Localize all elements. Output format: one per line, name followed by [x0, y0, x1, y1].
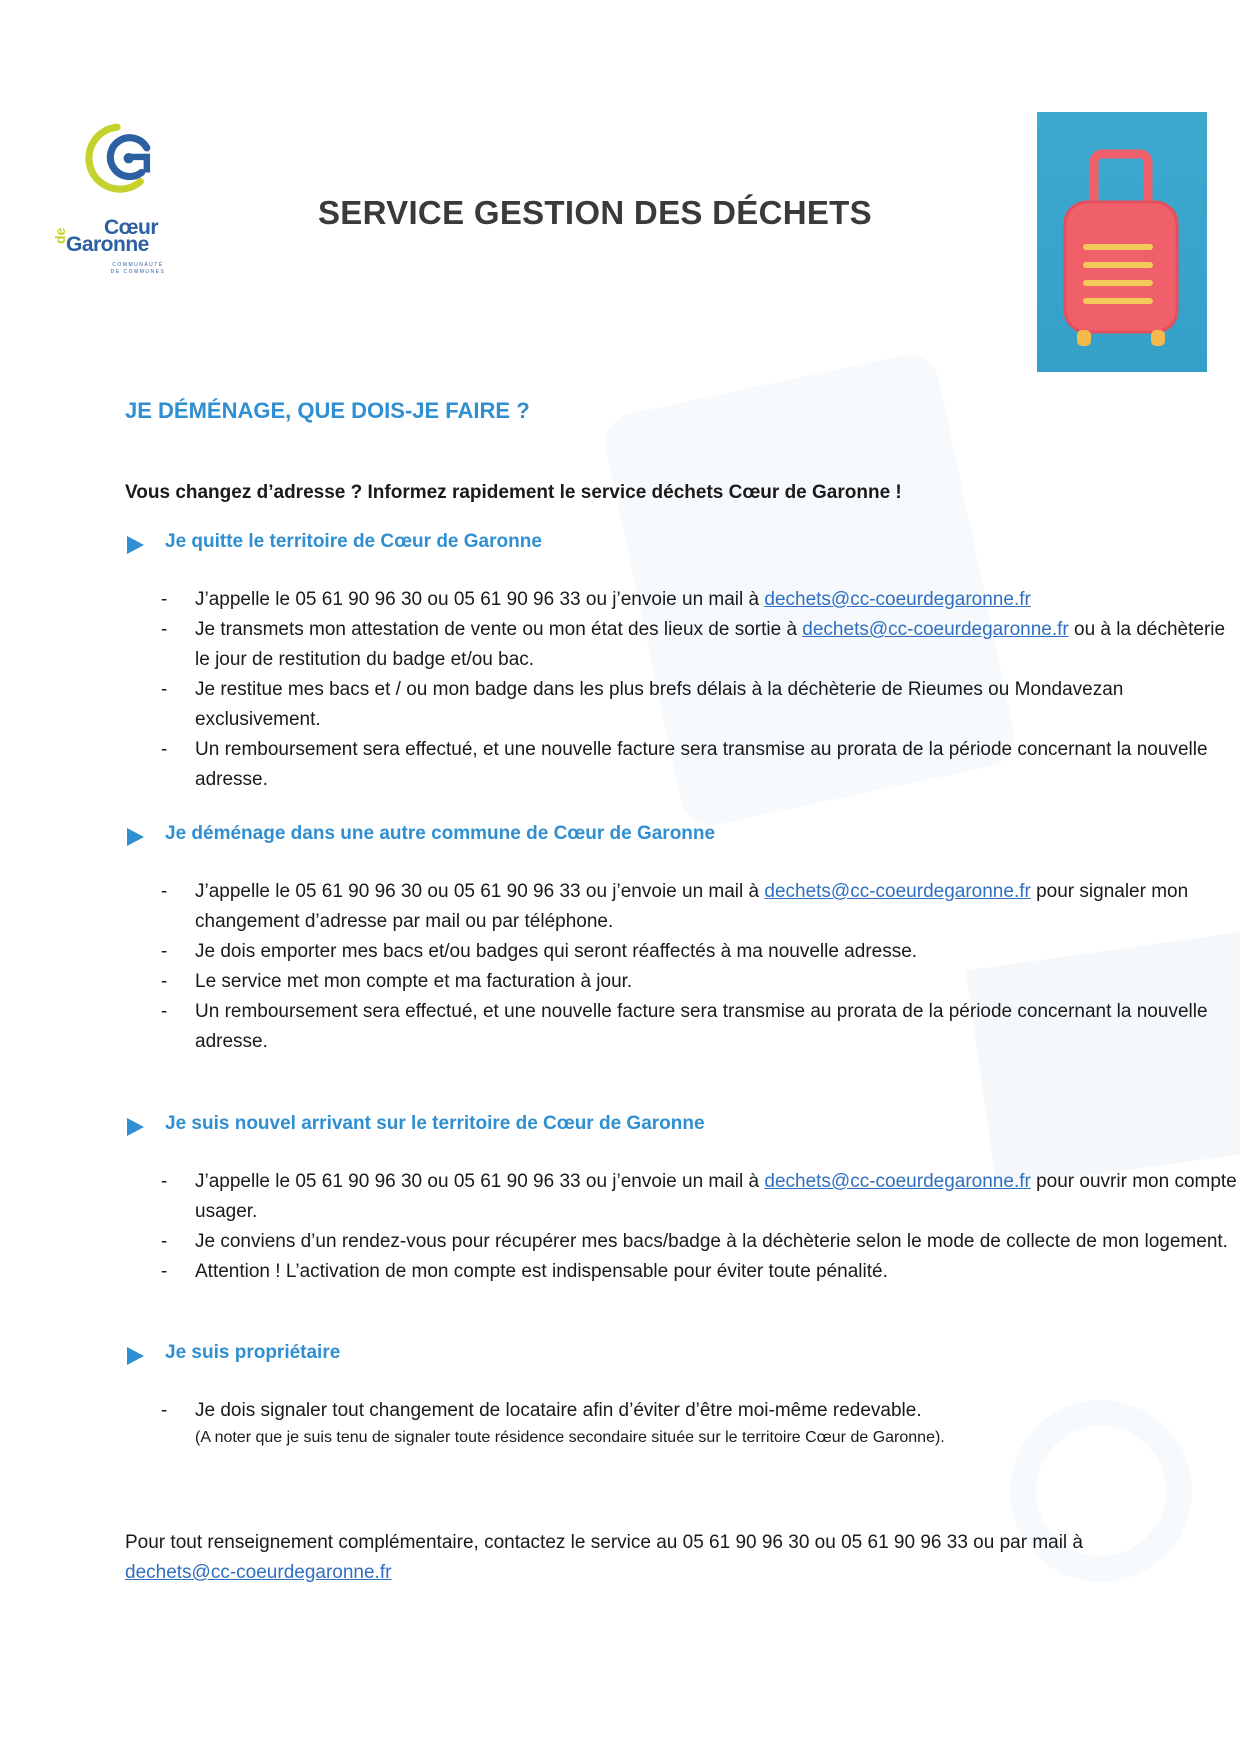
item-text: J’appelle le 05 61 90 96 30 ou 05 61 90 96 33 ou j’envoie un mail à: [195, 1171, 765, 1192]
list-dash: -: [161, 679, 168, 700]
email-link[interactable]: dechets@cc-coeurdegaronne.fr: [125, 1562, 392, 1583]
section-new-arrival: [125, 1113, 1240, 1287]
section-heading: JE DÉMÉNAGE, QUE DOIS-JE FAIRE ?: [125, 398, 530, 423]
item-text: pour ouvrir mon compte usager.: [195, 1171, 1237, 1222]
item-text: ou à la déchèterie le jour de restitution du badge et/ou bac.: [195, 619, 1226, 670]
list-dash: -: [161, 1261, 168, 1282]
section-title: Je quitte le territoire de Cœur de Garonne: [165, 531, 542, 552]
item-text: J’appelle le 05 61 90 96 30 ou 05 61 90 96 33 ou j’envoie un mail à: [195, 881, 765, 902]
item-text: Le service met mon compte et ma facturation à jour.: [195, 971, 633, 992]
list-item: [125, 735, 1240, 795]
section-list: [125, 585, 1240, 795]
arrow-right-icon: [127, 536, 144, 554]
item-text: J’appelle le 05 61 90 96 30 ou 05 61 90 96 33 ou j’envoie un mail à: [195, 589, 765, 610]
list-item: [125, 1396, 1240, 1450]
section-header: [125, 1342, 1240, 1372]
section-leaving: [125, 531, 1240, 795]
section-owner: [125, 1342, 1240, 1450]
item-text: pour signaler mon changement d’adresse par mail ou par téléphone.: [195, 881, 1189, 932]
section-header: [125, 823, 1240, 853]
section-header: [125, 531, 1240, 561]
page-title: SERVICE GESTION DES DÉCHETS: [318, 194, 872, 231]
logo-coeur-text: Cœur: [104, 216, 158, 239]
item-text: Je conviens d’un rendez-vous pour récupérer mes bacs/badge à la déchèterie selon le mode de collecte de mon logement.: [195, 1231, 1228, 1252]
section-title: Je déménage dans une autre commune de Cœur de Garonne: [165, 823, 716, 844]
list-item: [125, 1227, 1240, 1257]
list-dash: -: [161, 881, 168, 902]
list-dash: -: [161, 589, 168, 610]
item-text: Je dois emporter mes bacs et/ou badges qui seront réaffectés à ma nouvelle adresse.: [195, 941, 918, 962]
list-dash: -: [161, 941, 168, 962]
list-item: [125, 967, 1240, 997]
list-item: [125, 937, 1240, 967]
item-text: Je dois signaler tout changement de locataire afin d’éviter d’être moi-même redevable.: [195, 1400, 922, 1421]
email-link[interactable]: dechets@cc-coeurdegaronne.fr: [802, 619, 1069, 640]
section-title: Je suis nouvel arrivant sur le territoire de Cœur de Garonne: [165, 1113, 705, 1134]
list-dash: -: [161, 619, 168, 640]
section-moving-within: [125, 823, 1240, 1057]
item-text: Je transmets mon attestation de vente ou mon état des lieux de sortie à: [195, 619, 803, 640]
email-link[interactable]: dechets@cc-coeurdegaronne.fr: [764, 589, 1031, 610]
logo-line2: DE COMMUNES: [110, 269, 166, 275]
logo-communaute-text: [88, 262, 188, 276]
section-list: [125, 877, 1240, 1057]
footer-contact: [125, 1528, 1145, 1588]
arrow-right-icon: [127, 1118, 144, 1136]
logo-de-text: de: [52, 227, 68, 244]
email-link[interactable]: dechets@cc-coeurdegaronne.fr: [764, 1171, 1031, 1192]
list-item: [125, 877, 1240, 937]
list-dash: -: [161, 739, 168, 760]
section-list: [125, 1167, 1240, 1287]
section-title: Je suis propriétaire: [165, 1342, 341, 1363]
intro-text: Vous changez d’adresse ? Informez rapidement le service déchets Cœur de Garonne !: [125, 482, 902, 503]
list-item: [125, 997, 1240, 1057]
note-text: (A noter que je suis tenu de signaler toute résidence secondaire située sur le territoire Cœur de Garonne).: [195, 1429, 945, 1446]
item-text: Attention ! L’activation de mon compte est indispensable pour éviter toute pénalité.: [195, 1261, 888, 1282]
list-dash: -: [161, 971, 168, 992]
list-dash: -: [161, 1001, 168, 1022]
suitcase-icon: [1037, 112, 1207, 372]
logo-garonne-text: Garonne: [66, 233, 149, 256]
email-link[interactable]: dechets@cc-coeurdegaronne.fr: [764, 881, 1031, 902]
list-dash: -: [161, 1231, 168, 1252]
arrow-right-icon: [127, 828, 144, 846]
logo-center-dot: [124, 153, 134, 163]
item-text: Je restitue mes bacs et / ou mon badge dans les plus brefs délais à la déchèterie de Rieumes ou Mondavezan exclusivement.: [195, 679, 1124, 730]
suitcase-image: [1037, 112, 1207, 372]
list-item: [125, 675, 1240, 735]
list-dash: -: [161, 1400, 168, 1421]
list-item: [125, 585, 1240, 615]
list-item: [125, 615, 1240, 675]
footer-text: Pour tout renseignement complémentaire, contactez le service au 05 61 90 96 30 ou 05 61 90 96 33 ou par mail à: [125, 1532, 1083, 1553]
list-dash: -: [161, 1171, 168, 1192]
list-item: [125, 1257, 1240, 1287]
list-item: [125, 1167, 1240, 1227]
background-watermark: [60, 0, 1210, 100]
section-list: [125, 1396, 1240, 1450]
item-text: Un remboursement sera effectué, et une nouvelle facture sera transmise au prorata de la période concernant la nouvelle adresse.: [195, 739, 1208, 790]
arrow-right-icon: [127, 1347, 144, 1365]
item-text: Un remboursement sera effectué, et une nouvelle facture sera transmise au prorata de la période concernant la nouvelle adresse.: [195, 1001, 1208, 1052]
logo-line1: COMMUNAUTÉ: [112, 262, 164, 268]
section-header: [125, 1113, 1240, 1143]
